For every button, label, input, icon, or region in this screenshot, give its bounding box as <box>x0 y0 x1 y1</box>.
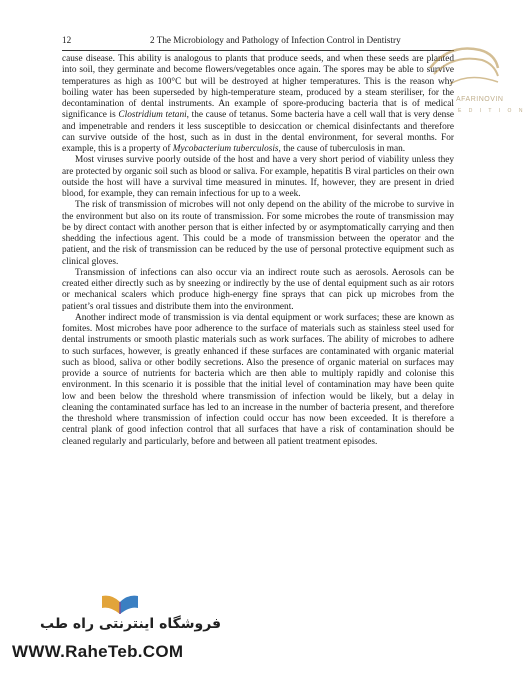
text-run: , the cause of tuberculosis in man. <box>278 144 406 154</box>
text-run: Transmission of infections can also occur via an indirect route such as aerosols. Aerosols can be created either directly such as by sneezing or indirectly by the use of dental equipment such as air rotors or mechanical scalers which produce high-energy fine sprays that can pick up microbes from the patient’s oral tissues and distribute them into the environment. <box>62 267 454 312</box>
ornament-icon <box>420 38 500 98</box>
text-run: Another indirect mode of transmission is via dental equipment or work surfaces; these are known as fomites. Most microbes have poor adherence to the surface of materials such as stainless steel used for dental instruments or smooth plastic materials such as work surfaces. The ability of microbes to adhere to such surfaces, however, is greatly enhanced if these surfaces are contaminated with organic material such as blood, saliva or other bodily secretions. Also the presence of organic material on surfaces may provide a source of nutrients for bacteria which are then able to multiply rapidly and colonise this environment. In this scenario it is possible that the initial level of contamination may have been quite low and been below the threshold where transmission of infection would be likely, but a delay in cleaning the contaminated surface has led to an increase in the number of bacteria present, and therefore the threshold where transmission of infection could occur has now been exceeded. It is therefore a central plank of good infection control that all surfaces that have a risk of contamination should be cleaned regularly and particularly, before and between all patient treatment episodes. <box>62 312 454 447</box>
header-rule <box>62 50 454 51</box>
text-run: The risk of transmission of microbes will not only depend on the ability of the microbe to survive in the environment but also on its route of transmission. For some microbes the route of transmission may be by direct contact with another person that is either infected by or asymptomatically carrying and then shedding the infectious agent. This could be a mode of transmission between the operator and the patient, and the risk of transmission can be reduced by the use of personal protective equipment such as clinical gloves. <box>62 200 454 267</box>
paragraph <box>62 268 454 313</box>
publisher-watermark <box>420 38 525 128</box>
text-run: cause disease. This ability is analogous to plants that produce seeds, and when these seeds are planted into soil, they germinate and become flowers/vegetables once again. The spores may be able to survive temperatures as high as 100°C but will be destroyed at higher temperatures. This is the reason why boiling water has been superseded by high-temperature steam, produced by a steam steriliser, for the decontamination of dental instruments. An example of spore-producing bacteria that is of medical significance is <box>62 54 454 121</box>
watermark-name: AFARINOVIN <box>456 96 504 103</box>
text-run: Most viruses survive poorly outside of the host and have a very short period of viability unless they are protected by organic soil such as blood or saliva. For example, hepatitis B viral particles on their own outside the host will have a survival time measured in minutes. If, however, they are present in dried blood, for example, they can remain infectious for up to a week. <box>62 155 454 199</box>
chapter-title: 2 The Microbiology and Pathology of Infection Control in Dentistry <box>150 35 401 45</box>
paragraph <box>62 313 454 448</box>
store-url[interactable]: WWW.RaheTeb.COM <box>12 642 184 661</box>
paragraph <box>62 200 454 268</box>
open-book-icon <box>100 592 140 618</box>
text-run: , the cause of tetanus. Some bacteria have a cell wall that is very dense and impenetrable and renders it less susceptible to desiccation or chemical disinfectants and therefore can survive outside of the host, such as in dust in the dental environment, for several months. For example, this is a property of <box>62 110 454 154</box>
store-name: فروشگاه اینترنتی راه طب <box>40 616 222 632</box>
store-logo <box>0 592 240 700</box>
paragraph <box>62 54 454 155</box>
italic-term: Mycobacterium tuberculosis <box>172 144 279 154</box>
italic-term: Clostridium tetani <box>118 110 187 121</box>
watermark-subtitle: E D I T I O N <box>458 108 525 114</box>
running-header <box>62 32 454 52</box>
paragraph <box>62 155 454 200</box>
body-text <box>62 54 454 448</box>
page-number: 12 <box>62 35 72 45</box>
